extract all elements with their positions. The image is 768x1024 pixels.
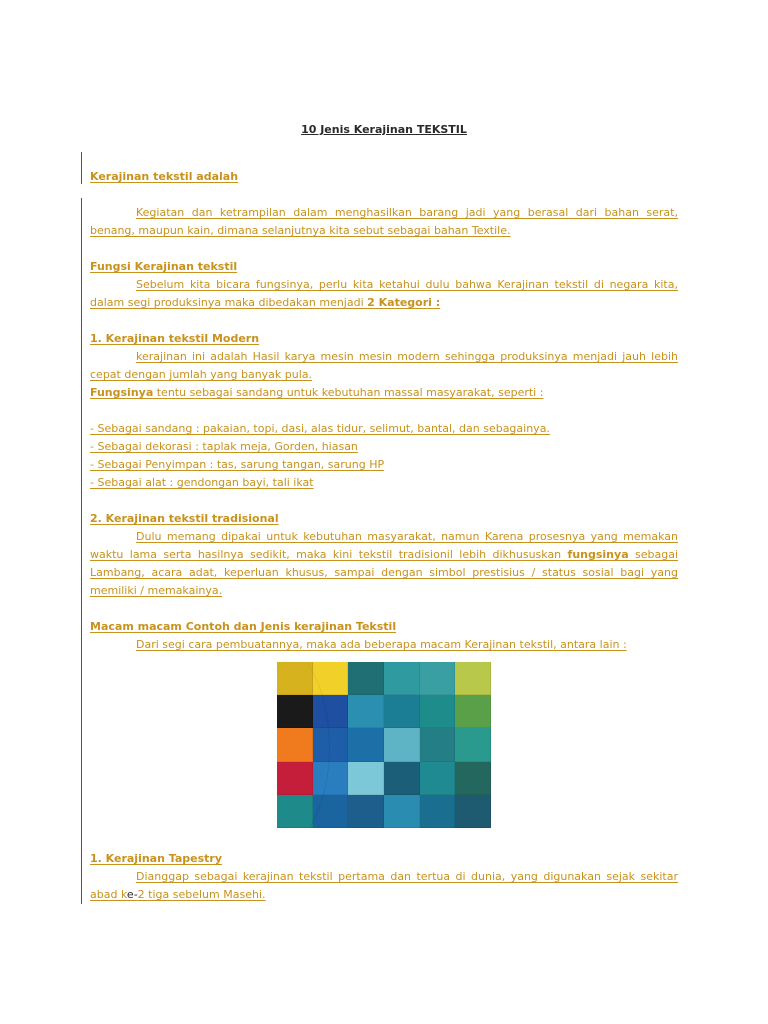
definition-paragraph: Kegiatan dan ketrampilan dalam menghasilkan barang jadi yang berasal dari bahan serat, benang, maupun kain, dimana selanjutnya kita sebut sebagai bahan Textile.: [90, 206, 678, 237]
section-heading-definition: Kerajinan tekstil adalah: [90, 170, 239, 183]
section-heading-tapestry: 1. Kerajinan Tapestry: [90, 852, 222, 865]
quilt-image: [277, 662, 491, 828]
quilt-patch: [348, 762, 384, 795]
section-heading-function: Fungsi Kerajinan tekstil: [90, 260, 238, 273]
quilt-patch: [420, 662, 456, 695]
quilt-patch: [420, 762, 456, 795]
quilt-patch: [277, 662, 313, 695]
function-paragraph: Sebelum kita bicara fungsinya, perlu kita ketahui dulu bahwa Kerajinan tekstil di negara kita, dalam segi produksinya maka dibedakan menjadi 2 Kategori :: [90, 278, 678, 309]
section-heading-traditional: 2. Kerajinan tekstil tradisional: [90, 512, 279, 525]
left-margin-bar: [81, 198, 82, 904]
quilt-patch: [384, 695, 420, 728]
quilt-patch: [455, 695, 491, 728]
quilt-patch: [348, 795, 384, 828]
quilt-patch: [384, 795, 420, 828]
examples-paragraph: Dari segi cara pembuatannya, maka ada beberapa macam Kerajinan tekstil, antara lain :: [136, 638, 627, 651]
quilt-patch: [384, 662, 420, 695]
quilt-patch: [455, 795, 491, 828]
quilt-patch: [348, 662, 384, 695]
list-item: - Sebagai sandang : pakaian, topi, dasi, alas tidur, selimut, bantal, dan sebagainya.: [90, 422, 550, 435]
section-heading-modern: 1. Kerajinan tekstil Modern: [90, 332, 260, 345]
quilt-patch: [455, 728, 491, 761]
document-title: 10 Jenis Kerajinan TEKSTIL: [301, 123, 467, 136]
quilt-patch: [277, 728, 313, 761]
quilt-patch: [348, 728, 384, 761]
quilt-patch: [277, 762, 313, 795]
list-item: - Sebagai alat : gendongan bayi, tali ikat: [90, 476, 314, 489]
left-margin-bar: [81, 152, 82, 184]
section-heading-examples: Macam macam Contoh dan Jenis kerajinan Tekstil: [90, 620, 397, 633]
quilt-patch: [455, 662, 491, 695]
quilt-patch: [455, 762, 491, 795]
quilt-patch: [313, 762, 349, 795]
quilt-patch: [384, 728, 420, 761]
tapestry-paragraph: Dianggap sebagai kerajinan tekstil pertama dan tertua di dunia, yang digunakan sejak sekitar abad ke-2 tiga sebelum Masehi.: [90, 870, 678, 901]
quilt-patch: [277, 695, 313, 728]
quilt-patch: [313, 728, 349, 761]
list-item: - Sebagai Penyimpan : tas, sarung tangan, sarung HP: [90, 458, 385, 471]
quilt-patch: [348, 695, 384, 728]
modern-paragraph: kerajinan ini adalah Hasil karya mesin mesin modern sehingga produksinya menjadi jauh lebih cepat dengan jumlah yang banyak pula.: [90, 350, 678, 381]
quilt-patch: [420, 728, 456, 761]
quilt-patch: [277, 795, 313, 828]
quilt-patch: [313, 695, 349, 728]
document-body: [90, 168, 678, 904]
quilt-patch: [313, 795, 349, 828]
quilt-patch: [420, 695, 456, 728]
modern-function-line: Fungsinya tentu sebagai sandang untuk kebutuhan massal masyarakat, seperti :: [90, 386, 544, 399]
quilt-patch: [313, 662, 349, 695]
traditional-paragraph: Dulu memang dipakai untuk kebutuhan masyarakat, namun Karena prosesnya yang memakan waktu lama serta hasilnya sedikit, maka kini tekstil tradisionil lebih dikhususkan fungsinya sebagai Lambang, acara adat, keperluan khusus, sampai dengan simbol prestisius / status sosial bagi yang memiliki / memakainya.: [90, 530, 678, 597]
quilt-patch: [384, 762, 420, 795]
quilt-patch: [420, 795, 456, 828]
quilt-image-container: [90, 662, 678, 832]
list-item: - Sebagai dekorasi : taplak meja, Gorden, hiasan: [90, 440, 358, 453]
